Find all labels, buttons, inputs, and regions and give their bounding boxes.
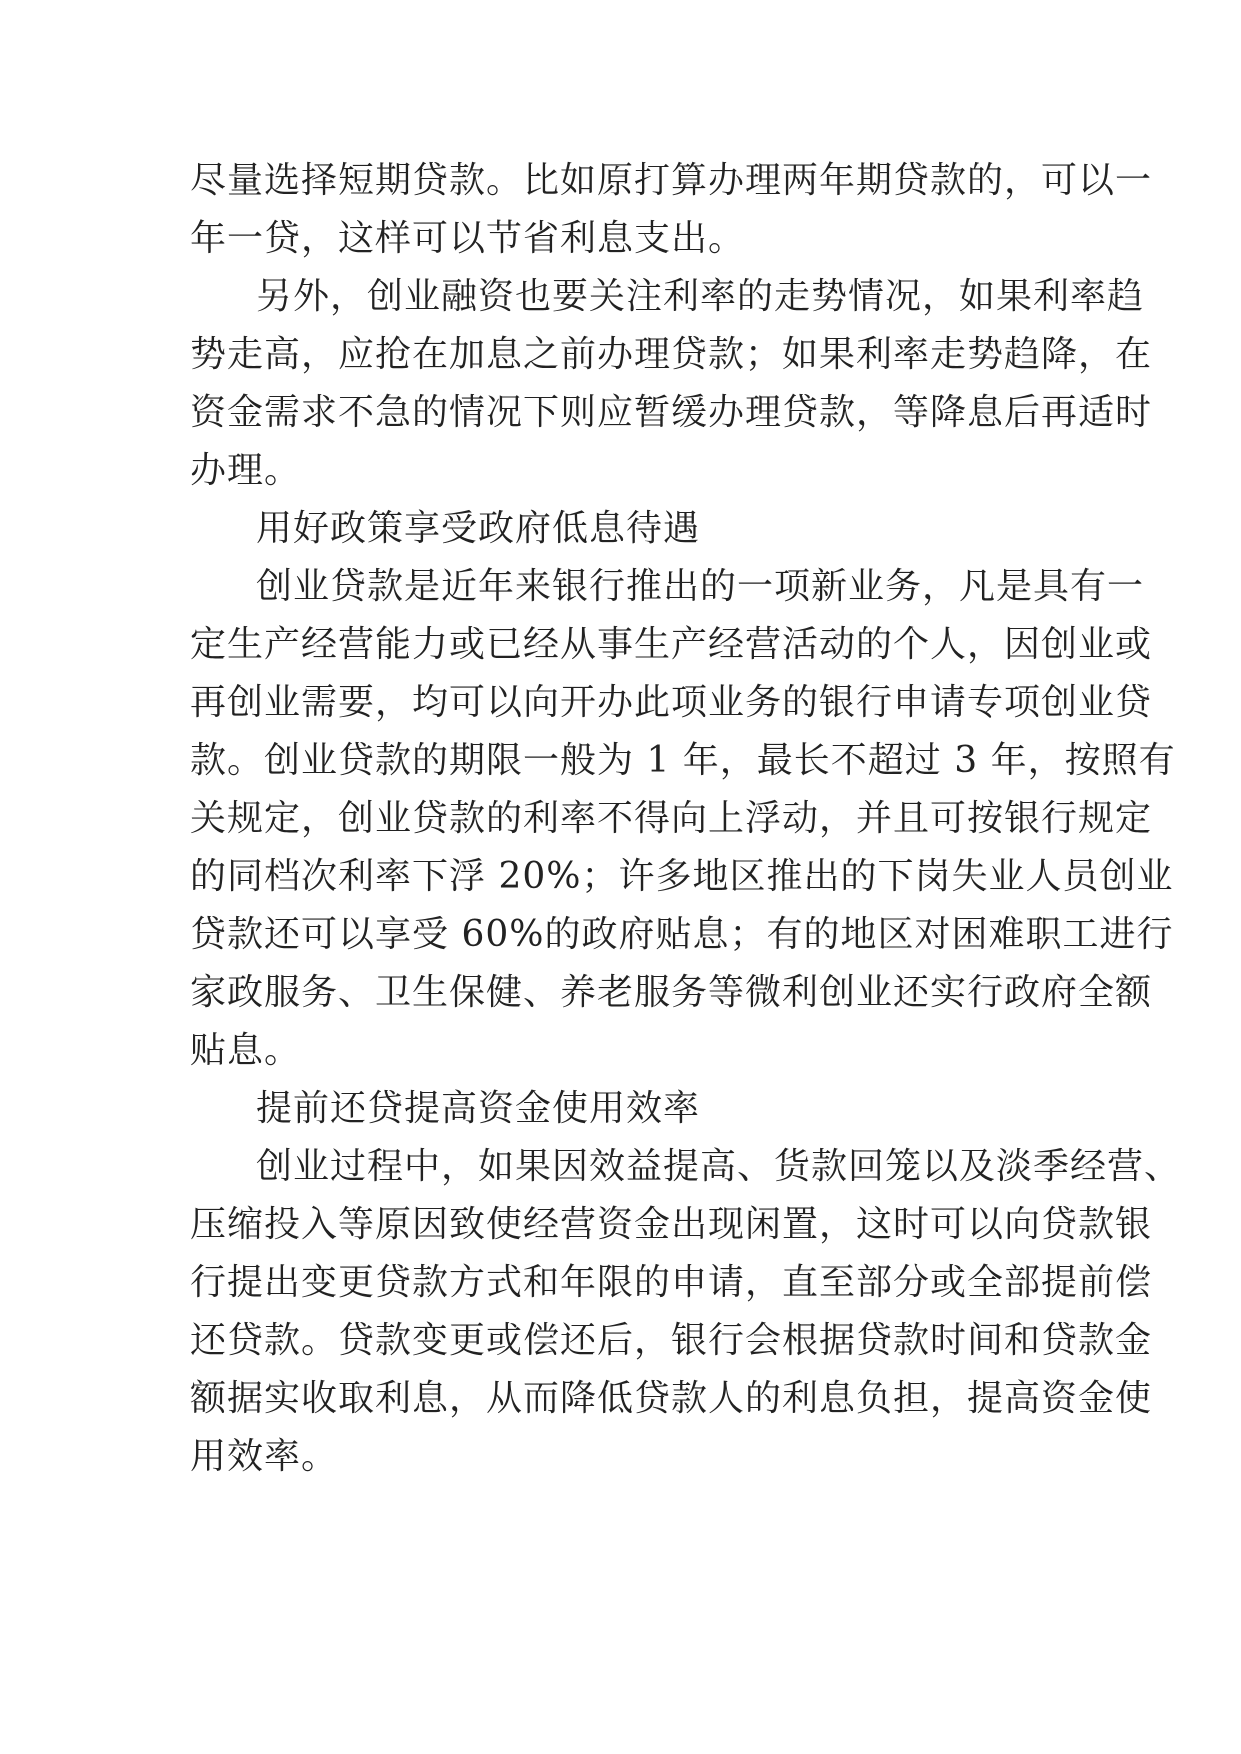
- text-line: 行提出变更贷款方式和年限的申请，直至部分或全部提前偿: [190, 1262, 1153, 1303]
- section-heading-policy: [190, 500, 1050, 558]
- text-line: 压缩投入等原因致使经营资金出现闲置，这时可以向贷款银: [190, 1204, 1153, 1245]
- text-line: 款。创业贷款的期限一般为 1 年，最长不超过 3 年，按照有: [190, 740, 1176, 781]
- text-line: 贷款还可以享受 60%的政府贴息；有的地区对困难职工进行: [190, 914, 1174, 955]
- text-line: 额据实收取利息，从而降低贷款人的利息负担，提高资金使: [190, 1378, 1153, 1419]
- paragraph-continued: [190, 152, 1153, 268]
- text-line: 另外，创业融资也要关注利率的走势情况，如果利率趋: [256, 276, 1145, 317]
- text-line: 创业过程中，如果因效益提高、货款回笼以及淡季经营、: [256, 1146, 1182, 1187]
- text-line: 办理。: [190, 450, 302, 491]
- text-line: 资金需求不急的情况下则应暂缓办理贷款，等降息后再适时: [190, 392, 1153, 433]
- paragraph-early-repayment: [190, 1138, 1182, 1486]
- paragraph-startup-loan: [190, 558, 1176, 1080]
- text-line: 用效率。: [190, 1436, 339, 1477]
- text-line: 年一贷，这样可以节省利息支出。: [190, 218, 746, 259]
- text-line: 的同档次利率下浮 20%；许多地区推出的下岗失业人员创业: [190, 856, 1174, 897]
- text-line: 家政服务、卫生保健、养老服务等微利创业还实行政府全额: [190, 972, 1153, 1013]
- text-line: 尽量选择短期贷款。比如原打算办理两年期贷款的，可以一: [190, 160, 1153, 201]
- text-line: 关规定，创业贷款的利率不得向上浮动，并且可按银行规定: [190, 798, 1153, 839]
- text-line: 创业贷款是近年来银行推出的一项新业务，凡是具有一: [256, 566, 1145, 607]
- heading-text: 用好政策享受政府低息待遇: [256, 508, 701, 549]
- heading-text: 提前还贷提高资金使用效率: [256, 1088, 701, 1129]
- text-line: 贴息。: [190, 1030, 302, 1071]
- section-heading-early-repayment: [190, 1080, 1050, 1138]
- text-line: 还贷款。贷款变更或偿还后，银行会根据贷款时间和贷款金: [190, 1320, 1153, 1361]
- text-line: 定生产经营能力或已经从事生产经营活动的个人，因创业或: [190, 624, 1153, 665]
- document-body: [190, 152, 1182, 1486]
- text-line: 再创业需要，均可以向开办此项业务的银行申请专项创业贷: [190, 682, 1153, 723]
- text-line: 势走高，应抢在加息之前办理贷款；如果利率走势趋降，在: [190, 334, 1153, 375]
- paragraph-interest-trend: [190, 268, 1153, 500]
